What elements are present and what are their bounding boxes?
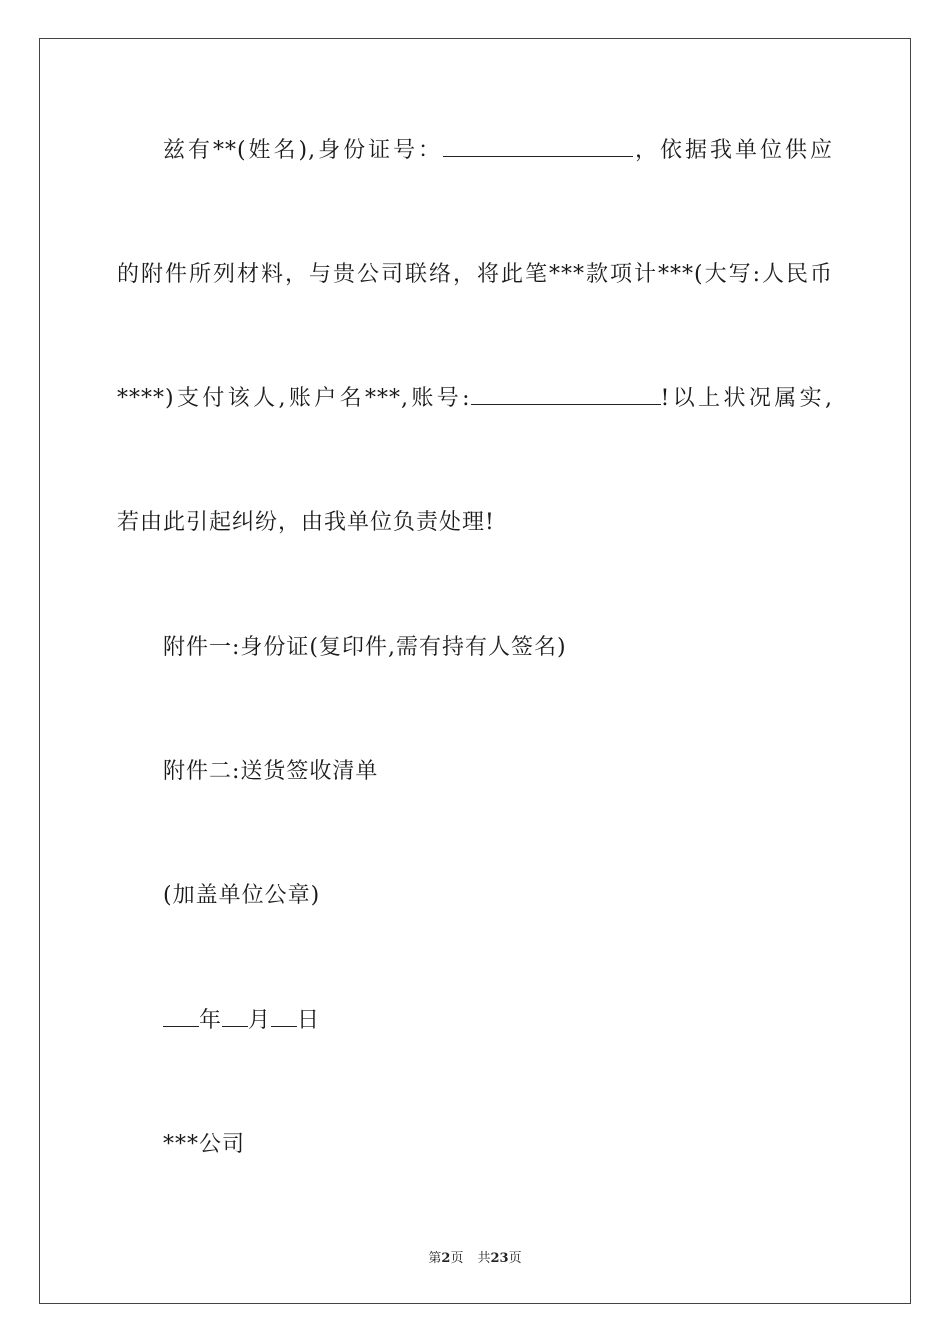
footer-page-unit: 页 [450, 1251, 464, 1266]
month-blank [222, 1006, 248, 1027]
confirm-text: !以上状况属实, [660, 386, 833, 411]
intro-text: 兹有**(姓名),身份证号： [163, 138, 444, 163]
paragraph-line-4: 若由此引起纠纷，由我单位负责处理! [117, 510, 495, 535]
page-footer [0, 1247, 950, 1266]
year-blank [163, 1006, 199, 1027]
date-line [163, 1006, 833, 1036]
paragraph-line-3 [117, 384, 833, 414]
footer-total-prefix: 共 [477, 1251, 491, 1266]
account-number-blank [471, 384, 661, 405]
company-name: ***公司 [163, 1132, 246, 1157]
payment-text: ****)支付该人,账户名***,账号: [117, 386, 471, 411]
current-page-number: 2 [441, 1251, 451, 1266]
paragraph-line-2: 的附件所列材料，与贵公司联络，将此笔***款项计***(大写:人民币 [117, 262, 833, 287]
day-label: 日 [297, 1008, 321, 1033]
total-pages-number: 23 [490, 1251, 509, 1266]
id-number-blank [443, 136, 633, 157]
month-label: 月 [248, 1008, 272, 1033]
attachment-2: 附件二:送货签收清单 [163, 759, 379, 784]
page-border [39, 38, 911, 1304]
paragraph-line-1 [163, 136, 833, 166]
day-blank [271, 1006, 297, 1027]
footer-prefix: 第 [428, 1251, 442, 1266]
footer-total-unit: 页 [508, 1251, 522, 1266]
attachment-1: 附件一:身份证(复印件,需有持有人签名) [163, 635, 567, 660]
seal-note: (加盖单位公章) [163, 883, 321, 908]
supply-text: ，依据我单位供应 [633, 138, 833, 163]
year-label: 年 [199, 1008, 223, 1033]
